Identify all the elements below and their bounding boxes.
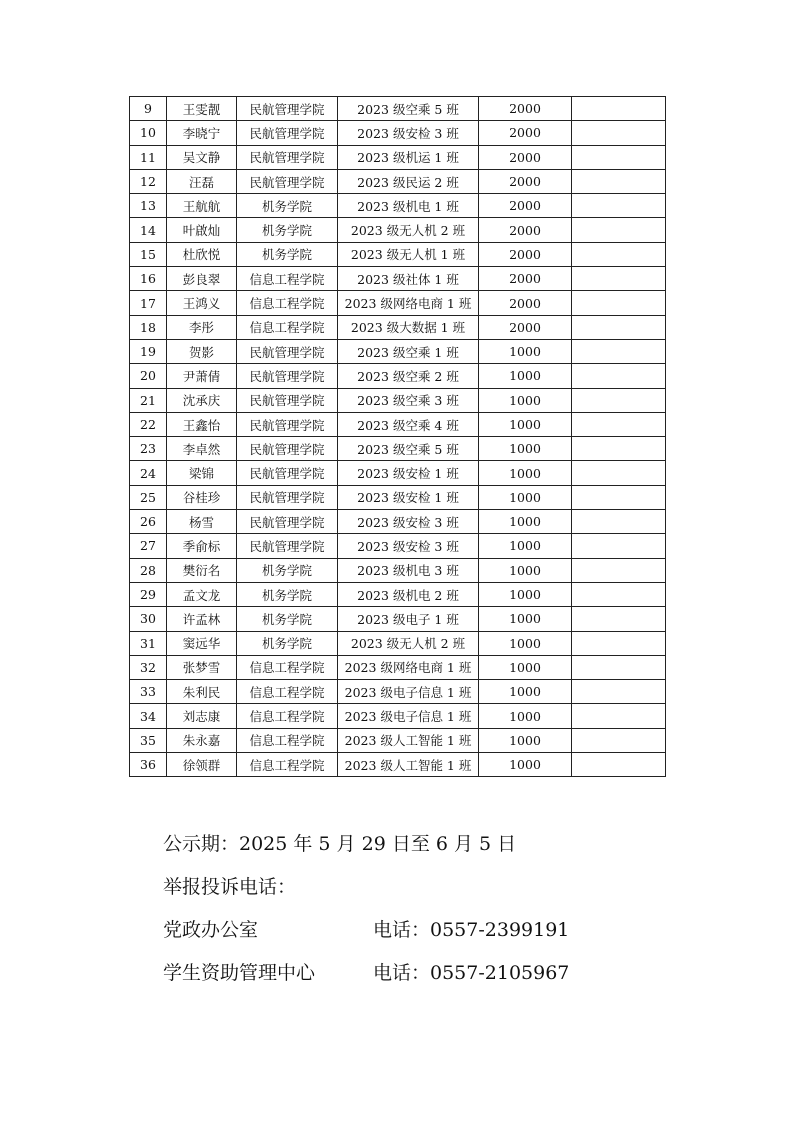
cell-college: 机务学院 [237,218,338,242]
cell-amount: 1000 [479,558,572,582]
cell-college: 民航管理学院 [237,485,338,509]
contact-phone: 电话：0557-2105967 [373,962,570,984]
cell-amount: 1000 [479,704,572,728]
cell-name: 谷桂珍 [167,485,237,509]
cell-class: 2023 级空乘 4 班 [338,412,479,436]
cell-no: 33 [130,680,167,704]
cell-no: 25 [130,485,167,509]
cell-amount: 1000 [479,485,572,509]
cell-name: 尹萧倩 [167,364,237,388]
cell-remark [572,412,666,436]
contact-office: 党政办公室 [163,919,259,941]
table-body [130,97,666,777]
cell-college: 机务学院 [237,194,338,218]
cell-class: 2023 级社体 1 班 [338,267,479,291]
cell-name: 朱利民 [167,680,237,704]
cell-college: 民航管理学院 [237,339,338,363]
cell-college: 信息工程学院 [237,728,338,752]
cell-college: 信息工程学院 [237,291,338,315]
cell-name: 彭良翠 [167,267,237,291]
cell-college: 民航管理学院 [237,169,338,193]
table-row [130,97,666,121]
cell-class: 2023 级安检 1 班 [338,461,479,485]
cell-class: 2023 级无人机 1 班 [338,242,479,266]
cell-no: 34 [130,704,167,728]
table-row [130,728,666,752]
cell-amount: 2000 [479,315,572,339]
cell-no: 24 [130,461,167,485]
cell-name: 王雯靓 [167,97,237,121]
table-row [130,169,666,193]
cell-name: 王鸿义 [167,291,237,315]
cell-amount: 1000 [479,534,572,558]
cell-amount: 2000 [479,97,572,121]
cell-amount: 2000 [479,194,572,218]
cell-college: 民航管理学院 [237,97,338,121]
cell-class: 2023 级安检 3 班 [338,121,479,145]
cell-remark [572,145,666,169]
cell-name: 叶啟灿 [167,218,237,242]
cell-college: 机务学院 [237,242,338,266]
cell-class: 2023 级电子信息 1 班 [338,704,479,728]
cell-remark [572,315,666,339]
cell-class: 2023 级安检 1 班 [338,485,479,509]
table-row [130,558,666,582]
cell-remark [572,242,666,266]
cell-college: 机务学院 [237,631,338,655]
cell-name: 贺影 [167,339,237,363]
cell-remark [572,388,666,412]
table-row [130,534,666,558]
cell-name: 朱永嘉 [167,728,237,752]
cell-no: 18 [130,315,167,339]
cell-amount: 1000 [479,655,572,679]
cell-name: 孟文龙 [167,582,237,606]
table-row [130,145,666,169]
cell-college: 民航管理学院 [237,510,338,534]
cell-no: 13 [130,194,167,218]
cell-remark [572,339,666,363]
cell-name: 杜欣悦 [167,242,237,266]
cell-name: 刘志康 [167,704,237,728]
cell-name: 汪磊 [167,169,237,193]
cell-no: 12 [130,169,167,193]
cell-amount: 2000 [479,121,572,145]
cell-class: 2023 级机电 1 班 [338,194,479,218]
cell-no: 22 [130,412,167,436]
cell-name: 吴文静 [167,145,237,169]
cell-remark [572,558,666,582]
cell-remark [572,582,666,606]
cell-class: 2023 级无人机 2 班 [338,218,479,242]
cell-remark [572,169,666,193]
notice-section [163,823,569,995]
cell-remark [572,728,666,752]
cell-college: 信息工程学院 [237,753,338,777]
cell-remark [572,680,666,704]
contact-line [163,909,569,952]
table-row [130,485,666,509]
cell-college: 信息工程学院 [237,680,338,704]
cell-no: 16 [130,267,167,291]
cell-class: 2023 级大数据 1 班 [338,315,479,339]
publicity-period: 公示期：2025 年 5 月 29 日至 6 月 5 日 [163,833,517,855]
cell-class: 2023 级安检 3 班 [338,510,479,534]
cell-no: 28 [130,558,167,582]
table-row [130,339,666,363]
cell-no: 31 [130,631,167,655]
cell-no: 30 [130,607,167,631]
scholarship-table [129,96,666,777]
cell-amount: 1000 [479,412,572,436]
cell-class: 2023 级机运 1 班 [338,145,479,169]
cell-amount: 1000 [479,339,572,363]
cell-name: 沈承庆 [167,388,237,412]
cell-remark [572,607,666,631]
cell-class: 2023 级空乘 5 班 [338,437,479,461]
table-row [130,437,666,461]
cell-name: 王鑫怡 [167,412,237,436]
cell-class: 2023 级民运 2 班 [338,169,479,193]
table-row [130,267,666,291]
cell-no: 23 [130,437,167,461]
cell-name: 许孟林 [167,607,237,631]
cell-amount: 1000 [479,631,572,655]
cell-remark [572,510,666,534]
cell-no: 15 [130,242,167,266]
cell-amount: 2000 [479,267,572,291]
cell-amount: 2000 [479,145,572,169]
cell-remark [572,97,666,121]
table-row [130,753,666,777]
cell-name: 徐领群 [167,753,237,777]
cell-amount: 1000 [479,728,572,752]
cell-no: 20 [130,364,167,388]
cell-no: 10 [130,121,167,145]
cell-name: 王航航 [167,194,237,218]
cell-class: 2023 级机电 2 班 [338,582,479,606]
cell-class: 2023 级网络电商 1 班 [338,655,479,679]
cell-remark [572,267,666,291]
cell-no: 32 [130,655,167,679]
cell-amount: 1000 [479,582,572,606]
cell-no: 21 [130,388,167,412]
cell-remark [572,655,666,679]
cell-class: 2023 级空乘 3 班 [338,388,479,412]
cell-class: 2023 级无人机 2 班 [338,631,479,655]
cell-name: 樊衍名 [167,558,237,582]
cell-name: 李卓然 [167,437,237,461]
table-row [130,194,666,218]
cell-no: 14 [130,218,167,242]
cell-no: 36 [130,753,167,777]
contact-line [163,952,569,995]
cell-amount: 1000 [479,461,572,485]
cell-college: 信息工程学院 [237,704,338,728]
cell-college: 民航管理学院 [237,364,338,388]
cell-college: 机务学院 [237,607,338,631]
report-heading: 举报投诉电话： [163,876,297,898]
cell-college: 民航管理学院 [237,412,338,436]
cell-college: 机务学院 [237,558,338,582]
cell-college: 民航管理学院 [237,534,338,558]
cell-class: 2023 级电子 1 班 [338,607,479,631]
table-row [130,510,666,534]
cell-class: 2023 级空乘 1 班 [338,339,479,363]
table-row [130,607,666,631]
cell-amount: 1000 [479,388,572,412]
cell-name: 李彤 [167,315,237,339]
cell-class: 2023 级人工智能 1 班 [338,753,479,777]
cell-remark [572,485,666,509]
cell-no: 35 [130,728,167,752]
table-row [130,655,666,679]
cell-college: 民航管理学院 [237,388,338,412]
cell-remark [572,704,666,728]
cell-no: 17 [130,291,167,315]
table-row [130,364,666,388]
cell-name: 杨雪 [167,510,237,534]
cell-college: 民航管理学院 [237,437,338,461]
table-row [130,582,666,606]
cell-amount: 1000 [479,437,572,461]
cell-class: 2023 级安检 3 班 [338,534,479,558]
table-row [130,315,666,339]
table-row [130,218,666,242]
cell-amount: 1000 [479,753,572,777]
cell-amount: 1000 [479,680,572,704]
cell-amount: 1000 [479,607,572,631]
cell-name: 梁锦 [167,461,237,485]
cell-no: 29 [130,582,167,606]
cell-amount: 2000 [479,218,572,242]
cell-amount: 1000 [479,510,572,534]
cell-amount: 2000 [479,169,572,193]
cell-no: 27 [130,534,167,558]
cell-college: 信息工程学院 [237,315,338,339]
table-row [130,680,666,704]
cell-no: 9 [130,97,167,121]
table-row [130,291,666,315]
contact-phone: 电话：0557-2399191 [373,919,570,941]
table-row [130,242,666,266]
cell-amount: 1000 [479,364,572,388]
cell-college: 信息工程学院 [237,267,338,291]
cell-remark [572,753,666,777]
cell-name: 季俞标 [167,534,237,558]
table-row [130,388,666,412]
cell-no: 26 [130,510,167,534]
cell-name: 李晓宁 [167,121,237,145]
cell-remark [572,631,666,655]
cell-name: 张梦雪 [167,655,237,679]
table-row [130,412,666,436]
table-row [130,631,666,655]
cell-name: 窦远华 [167,631,237,655]
cell-no: 11 [130,145,167,169]
cell-remark [572,461,666,485]
cell-no: 19 [130,339,167,363]
cell-college: 民航管理学院 [237,461,338,485]
cell-class: 2023 级空乘 5 班 [338,97,479,121]
cell-class: 2023 级人工智能 1 班 [338,728,479,752]
cell-amount: 2000 [479,291,572,315]
cell-college: 机务学院 [237,582,338,606]
cell-remark [572,437,666,461]
cell-remark [572,364,666,388]
cell-remark [572,121,666,145]
table-row [130,461,666,485]
cell-class: 2023 级网络电商 1 班 [338,291,479,315]
cell-remark [572,194,666,218]
cell-class: 2023 级机电 3 班 [338,558,479,582]
table-row [130,121,666,145]
cell-remark [572,291,666,315]
cell-class: 2023 级电子信息 1 班 [338,680,479,704]
cell-college: 信息工程学院 [237,655,338,679]
cell-amount: 2000 [479,242,572,266]
cell-remark [572,534,666,558]
cell-college: 民航管理学院 [237,121,338,145]
cell-remark [572,218,666,242]
cell-college: 民航管理学院 [237,145,338,169]
table-row [130,704,666,728]
cell-class: 2023 级空乘 2 班 [338,364,479,388]
contact-office: 学生资助管理中心 [163,962,316,984]
